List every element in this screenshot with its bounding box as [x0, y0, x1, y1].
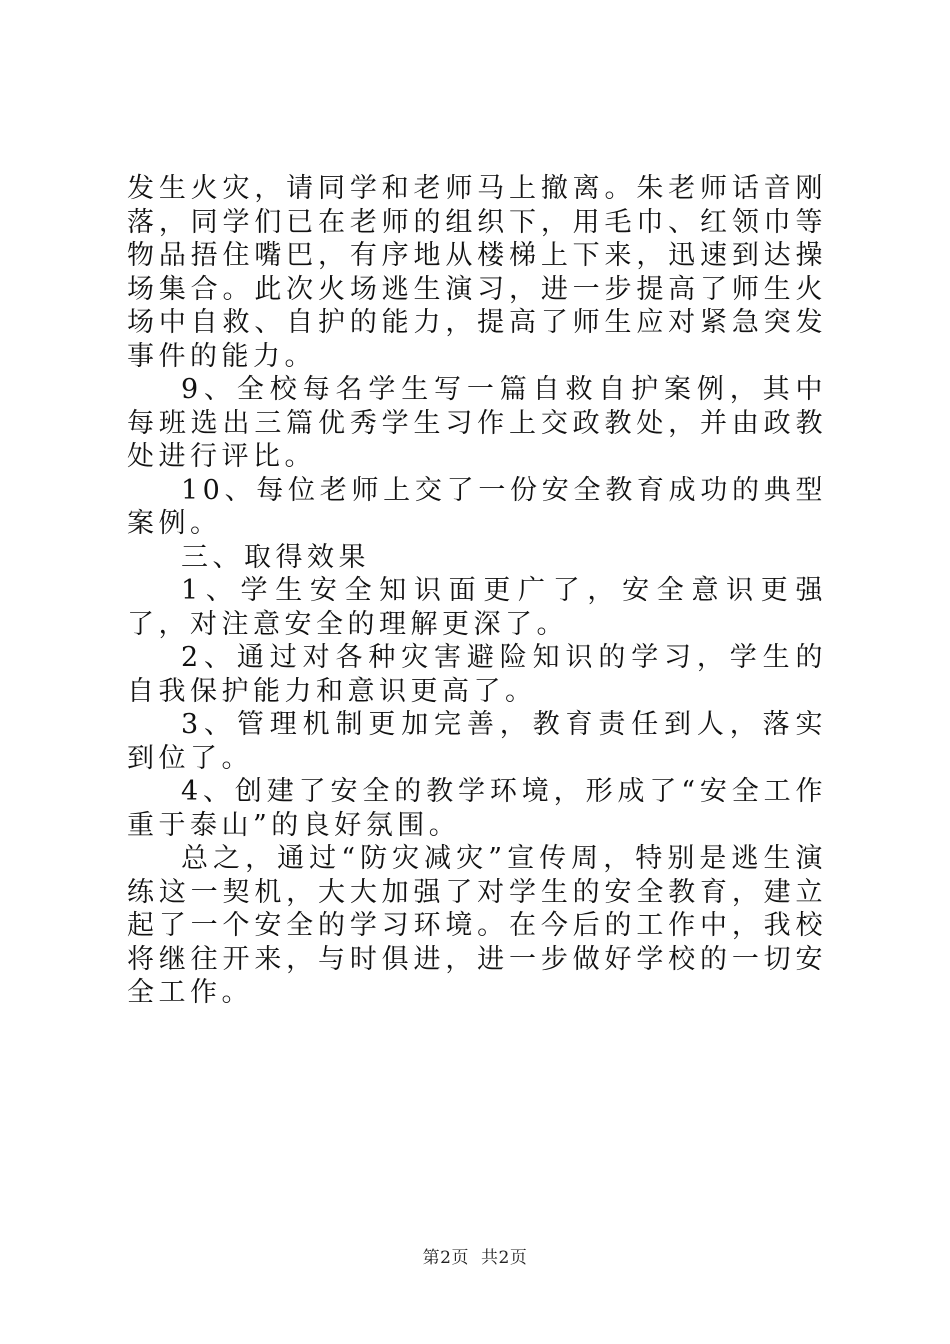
- paragraph-result-3: 3、管理机制更加完善，教育责任到人，落实到位了。: [127, 709, 827, 774]
- paragraph-fire-drill: 发生火灾，请同学和老师马上撤离。朱老师话音刚落，同学们已在老师的组织下，用毛巾、红领巾等物品捂住嘴巴，有序地从楼梯上下来，迅速到达操场集合。此次火场逃生演习，进一步提高了师生火场中自救、自护的能力，提高了师生应对紧急突发事件的能力。: [127, 173, 827, 372]
- paragraph-item-9: 9、全校每名学生写一篇自救自护案例，其中每班选出三篇优秀学生习作上交政教处，并由政教处进行评比。: [127, 374, 827, 472]
- paragraph-item-10: 10、每位老师上交了一份安全教育成功的典型案例。: [127, 474, 827, 539]
- section-heading-results: 三、取得效果: [181, 541, 370, 573]
- page-number: 第2页: [422, 1248, 469, 1268]
- paragraph-conclusion: 总之，通过“防灾减灾”宣传周，特别是逃生演练这一契机，大大加强了对学生的安全教育，建立起了一个安全的学习环境。在今后的工作中，我校将继往开来，与时俱进，进一步做好学校的一切安全工作。: [127, 843, 827, 1008]
- paragraph-result-4: 4、创建了安全的教学环境，形成了“安全工作重于泰山”的良好氛围。: [127, 776, 827, 841]
- paragraph-result-1: 1、学生安全知识面更广了，安全意识更强了，对注意安全的理解更深了。: [127, 575, 827, 640]
- document-body: [127, 172, 827, 1010]
- page-total: 共2页: [481, 1248, 528, 1268]
- paragraph-result-2: 2、通过对各种灾害避险知识的学习，学生的自我保护能力和意识更高了。: [127, 642, 827, 707]
- page-footer: [0, 1243, 950, 1268]
